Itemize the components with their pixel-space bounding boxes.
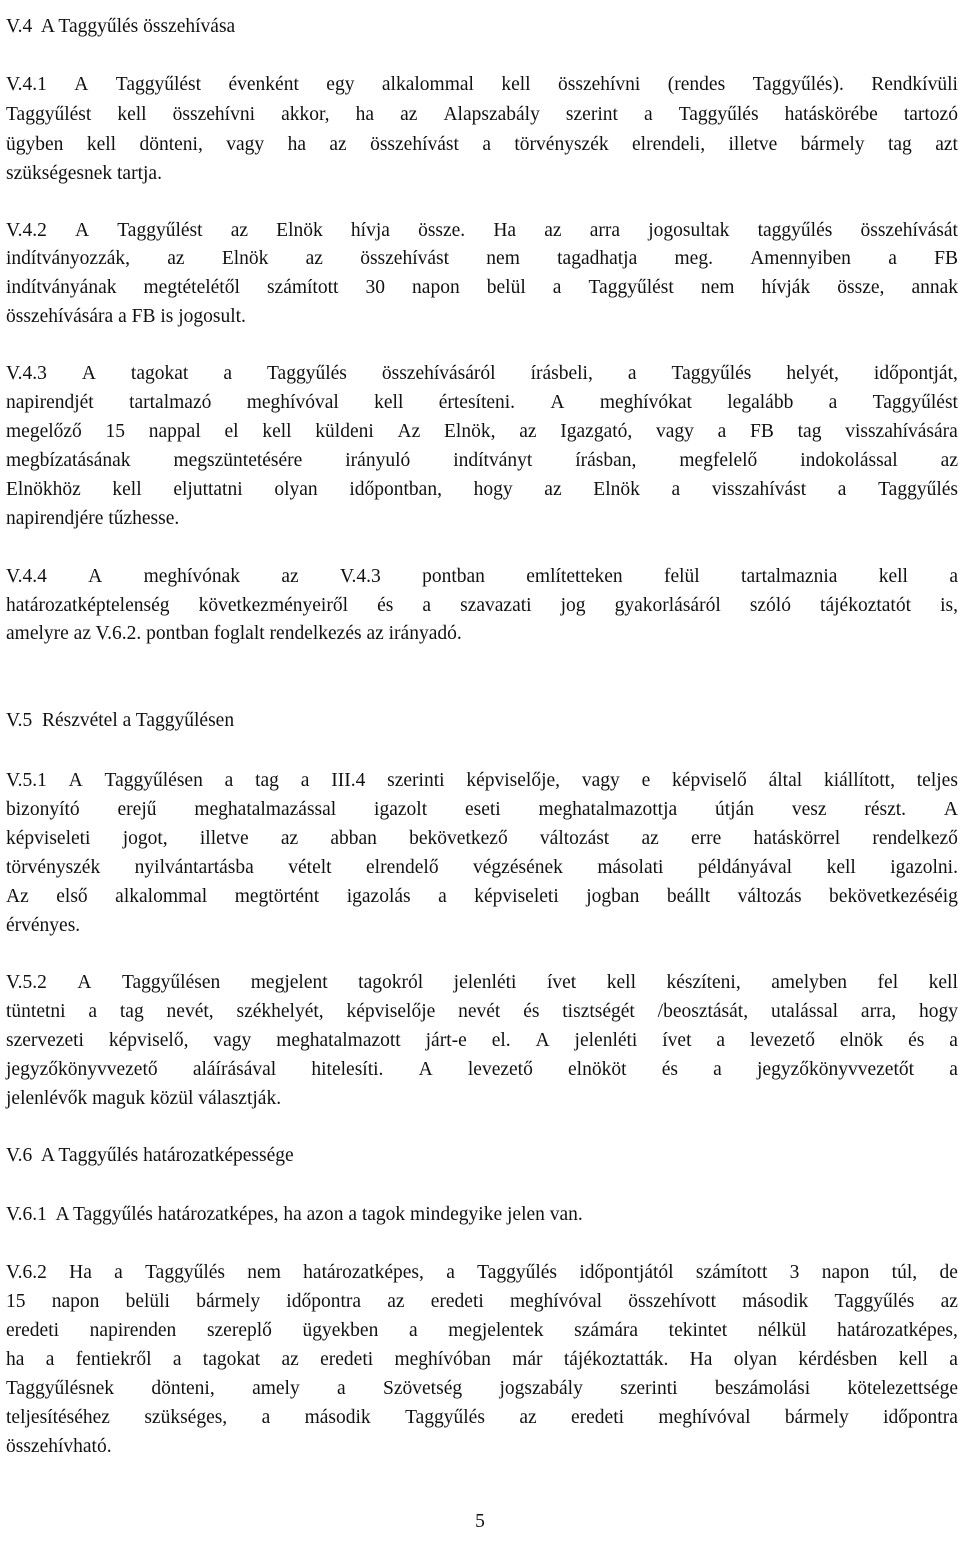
text-line: napirendjét tartalmazó meghívóval kell értesíteni. A meghívókat legalább a Taggyűlést — [6, 392, 958, 413]
text-line: bizonyító erejű meghatalmazással igazolt eseti meghatalmazottja útján vesz részt. A — [6, 799, 958, 820]
text-line: teljesítéséhez szükséges, a második Taggyűlés az eredeti meghívóval bármely időpontra — [6, 1407, 958, 1428]
text-line: megelőző 15 nappal el kell küldeni Az Elnök, az Igazgató, vagy a FB tag visszahívására — [6, 421, 958, 442]
text-line: Elnökhöz kell eljuttatni olyan időpontban, hogy az Elnök a visszahívást a Taggyűlés — [6, 479, 958, 500]
text-line: határozatképtelenség következményeiről és a szavazati jog gyakorlásáról szóló tájékoztatót is, — [6, 595, 958, 616]
text-line: összehívható. — [6, 1436, 112, 1457]
text-line: V.5.2 A Taggyűlésen megjelent tagokról jelenléti ívet kell készíteni, amelyben fel kell — [6, 972, 958, 993]
text-line: 15 napon belüli bármely időpontra az eredeti meghívóval összehívott második Taggyűlés az — [6, 1291, 958, 1312]
text-line: V.6 A Taggyűlés határozatképessége — [6, 1145, 294, 1166]
text-line: V.4.4 A meghívónak az V.4.3 pontban említetteken felül tartalmaznia kell a — [6, 566, 958, 587]
text-line: indítványának megtételétől számított 30 napon belül a Taggyűlést nem hívják össze, annak — [6, 277, 958, 298]
text-line: képviseleti jogot, illetve az abban bekövetkező változást az erre hatáskörrel rendelkező — [6, 828, 958, 849]
text-line: napirendjére tűzhesse. — [6, 508, 180, 529]
page-number: 5 — [475, 1511, 485, 1532]
text-line: szükségesnek tartja. — [6, 163, 162, 184]
text-line: V.4.3 A tagokat a Taggyűlés összehívásáról írásbeli, a Taggyűlés helyét, időpontját, — [6, 363, 958, 384]
text-line: V.4.1 A Taggyűlést évenként egy alkalommal kell összehívni (rendes Taggyűlés). Rendkívüli — [6, 74, 958, 95]
text-line: amelyre az V.6.2. pontban foglalt rendelkezés az irányadó. — [6, 623, 462, 644]
text-line: indítványozzák, az Elnök az összehívást nem tagadhatja meg. Amennyiben a FB — [6, 248, 958, 269]
text-line: jegyzőkönyvvezető aláírásával hitelesíti. A levezető elnököt és a jegyzőkönyvvezetőt a — [6, 1059, 958, 1080]
text-line: Taggyűlést kell összehívni akkor, ha az Alapszabály szerint a Taggyűlés hatáskörébe tartozó — [6, 104, 958, 125]
text-line: ha a fentiekről a tagokat az eredeti meghívóban már tájékoztatták. Ha olyan kérdésben kell a — [6, 1349, 958, 1370]
text-line: V.6.1 A Taggyűlés határozatképes, ha azon a tagok mindegyike jelen van. — [6, 1204, 583, 1225]
text-line: jelenlévők maguk közül választják. — [6, 1088, 282, 1109]
text-line: V.5 Részvétel a Taggyűlésen — [6, 710, 235, 731]
text-line: megbízatásának megszüntetésére irányuló indítványt írásban, megfelelő indokolással az — [6, 450, 958, 471]
text-line: törvényszék nyilvántartásba vételt elrendelő végzésének másolati példányával kell igazolni. — [6, 857, 958, 878]
text-line: V.4.2 A Taggyűlést az Elnök hívja össze. Ha az arra jogosultak taggyűlés összehívását — [6, 220, 958, 241]
text-line: Az első alkalommal megtörtént igazolás a képviseleti jogban beállt változás bekövetkezéséig — [6, 886, 958, 907]
text-line: érvényes. — [6, 915, 81, 936]
text-line: szervezeti képviselő, vagy meghatalmazott járt-e el. A jelenléti ívet a levezető elnök és a — [6, 1030, 958, 1051]
text-line: Taggyűlésnek dönteni, amely a Szövetség jogszabály szerinti beszámolási kötelezettsége — [6, 1378, 958, 1399]
text-line: V.5.1 A Taggyűlésen a tag a III.4 szerinti képviselője, vagy e képviselő által kiállított, teljes — [6, 770, 958, 791]
text-line: ügyben kell dönteni, vagy ha az összehívást a törvényszék elrendeli, illetve bármely tag azt — [6, 134, 958, 155]
text-line: összehívására a FB is jogosult. — [6, 306, 246, 327]
text-line: tüntetni a tag nevét, székhelyét, képviselője nevét és tisztségét /beosztását, utalással arra, hogy — [6, 1001, 958, 1022]
text-line: V.4 A Taggyűlés összehívása — [6, 16, 236, 37]
text-line: eredeti napirenden szereplő ügyekben a megjelentek számára tekintet nélkül határozatképes, — [6, 1320, 958, 1341]
text-line: V.6.2 Ha a Taggyűlés nem határozatképes, a Taggyűlés időpontjától számított 3 napon túl, de — [6, 1262, 958, 1283]
